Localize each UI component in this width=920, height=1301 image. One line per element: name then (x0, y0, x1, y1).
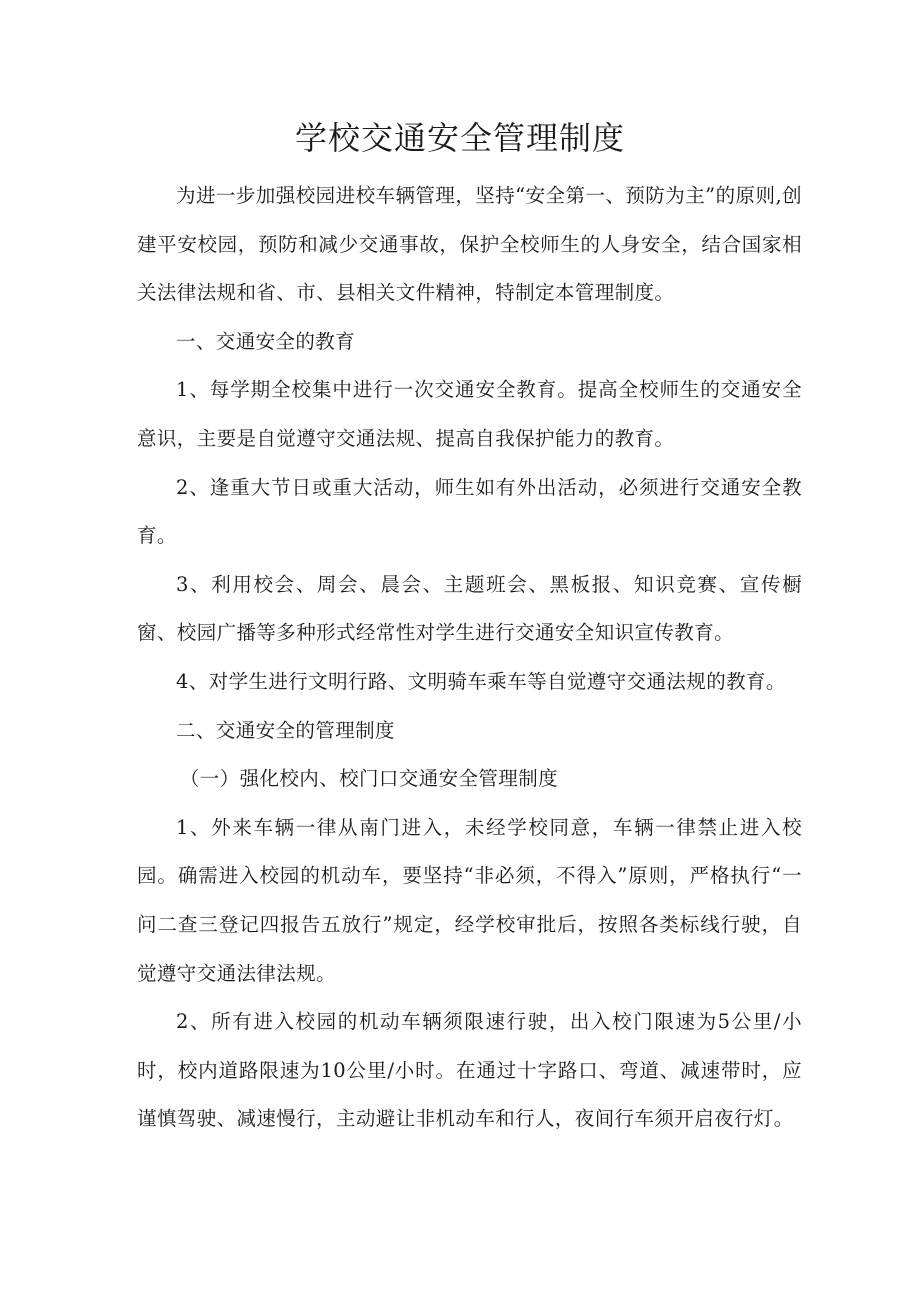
section-heading-management: 二、交通安全的管理制度 (176, 718, 395, 742)
education-item-2: 2、逢重大节日或重大活动，师生如有外出活动，必须进行交通安全教育。 (137, 475, 802, 548)
management-item-1: 1、外来车辆一律从南门进入，未经学校同意，车辆一律禁止进入校园。确需进入校园的机动车，要坚持“非必须，不得入”原则，严格执行“一问二查三登记四报告五放行”规定，经学校审批后，按照各类标线行驶，自觉遵守交通法律法规。 (137, 815, 802, 985)
education-item-3: 3、利用校会、周会、晨会、主题班会、黑板报、知识竞赛、宣传橱窗、校园广播等多种形式经常性对学生进行交通安全知识宣传教育。 (137, 572, 802, 645)
document-body (137, 172, 802, 1144)
education-item-1: 1、每学期全校集中进行一次交通安全教育。提高全校师生的交通安全意识，主要是自觉遵守交通法规、提高自我保护能力的教育。 (137, 378, 802, 450)
subsection-heading-campus-gate: （一）强化校内、校门口交通安全管理制度 (179, 767, 558, 791)
document-title: 学校交通安全管理制度 (294, 119, 625, 157)
intro-paragraph: 为进一步加强校园进校车辆管理，坚持“安全第一、预防为主”的原则,创建平安校园，预防和减少交通事故，保护全校师生的人身安全，结合国家相关法律法规和省、市、县相关文件精神，特制定本管理制度。 (137, 184, 802, 305)
education-item-4: 4、对学生进行文明行路、文明骑车乘车等自觉遵守交通法规的教育。 (176, 669, 786, 693)
management-item-2: 2、所有进入校园的机动车辆须限速行驶，出入校门限速为5公里/小时，校内道路限速为10公里/小时。在通过十字路口、弯道、减速带时，应谨慎驾驶、减速慢行，主动避让非机动车和行人，夜间行车须开启夜行灯。 (137, 1010, 802, 1131)
section-heading-education: 一、交通安全的教育 (176, 329, 356, 353)
